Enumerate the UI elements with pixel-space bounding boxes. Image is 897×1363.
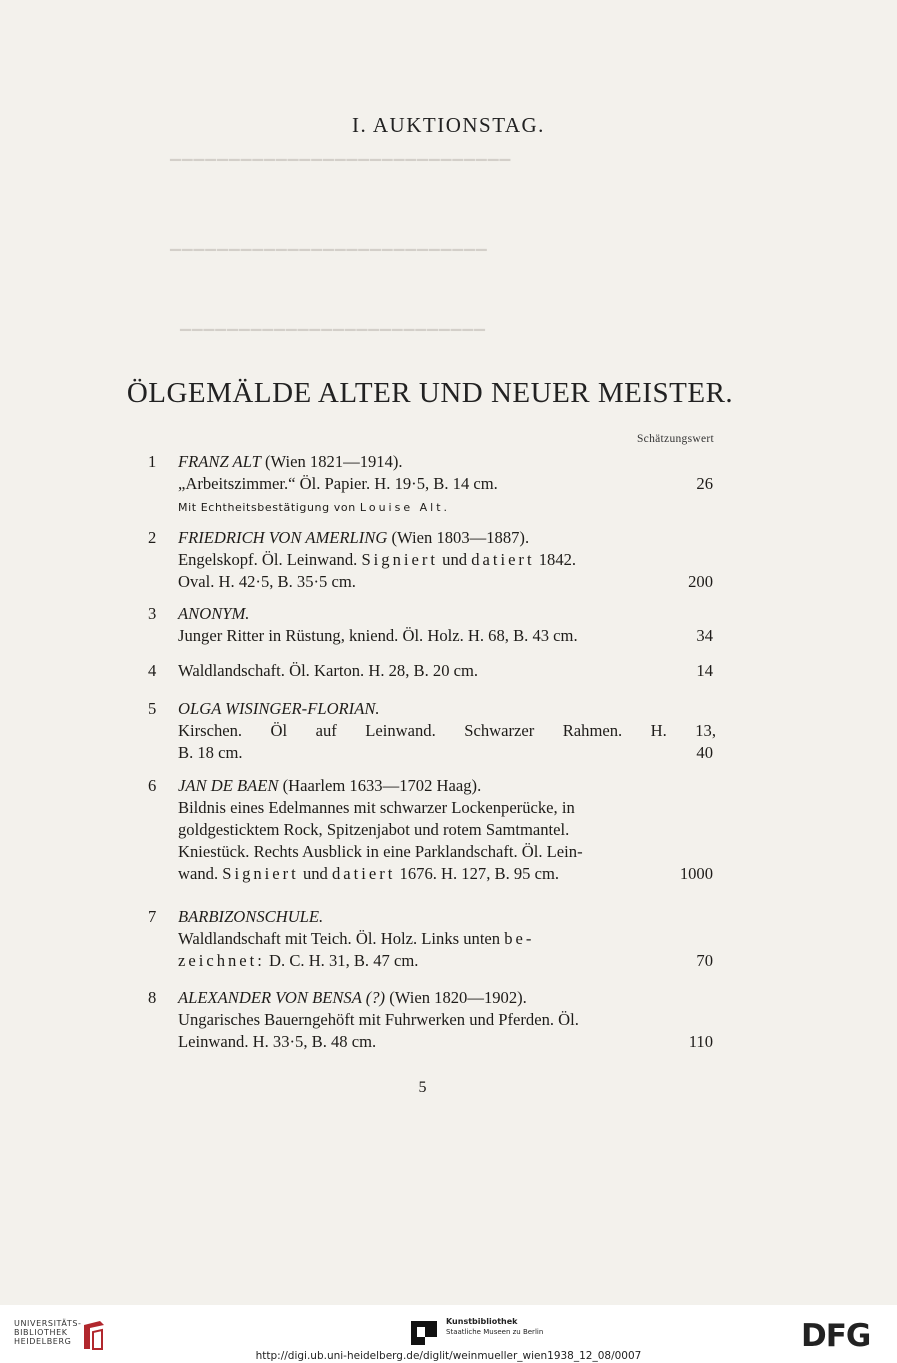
signed-word: Signiert bbox=[361, 550, 438, 569]
kunstbibliothek-logo-icon[interactable] bbox=[409, 1319, 439, 1347]
lot-1 bbox=[148, 451, 716, 519]
lot-number: 5 bbox=[148, 699, 157, 718]
estimate-value: 14 bbox=[696, 661, 713, 680]
signed-word: Signiert bbox=[222, 864, 299, 883]
logo-line: HEIDELBERG bbox=[14, 1337, 72, 1346]
lot-description: goldgesticktem Rock, Spitzenjabot und rotem Samtmantel. bbox=[178, 820, 570, 839]
lot-6 bbox=[148, 775, 716, 885]
lot-dimensions: B. 18 cm. bbox=[178, 743, 243, 762]
lot-number: 1 bbox=[148, 452, 157, 471]
artist-name: BARBIZONSCHULE. bbox=[178, 907, 324, 926]
lot-description: Waldlandschaft mit Teich. Öl. Holz. Links unten bbox=[178, 929, 501, 948]
lot-number: 8 bbox=[148, 988, 157, 1007]
lot-4 bbox=[148, 660, 716, 682]
university-library-logo[interactable] bbox=[14, 1319, 82, 1346]
kunstbibliothek-label bbox=[446, 1317, 543, 1337]
artist-name: JAN DE BAEN bbox=[178, 776, 279, 795]
artist-name: ALEXANDER VON BENSA (?) bbox=[178, 988, 386, 1007]
show-through-text: ▔▔▔▔▔▔▔▔▔▔▔▔▔▔▔▔▔▔▔▔▔▔▔▔▔▔▔▔▔ bbox=[170, 161, 512, 176]
lot-description: Kirschen. Öl auf Leinwand. Schwarzer Rahmen. H. 13, bbox=[178, 721, 716, 740]
artist-life: (Wien 1820—1902). bbox=[389, 988, 527, 1007]
lot-5 bbox=[148, 698, 716, 764]
kb-subtitle: Staatliche Museen zu Berlin bbox=[446, 1328, 544, 1336]
dated-word: datiert bbox=[332, 864, 396, 883]
artist-name: FRANZ ALT bbox=[178, 452, 261, 471]
artist-life: (Haarlem 1633—1702 Haag). bbox=[282, 776, 482, 795]
and-word: und bbox=[442, 550, 468, 569]
lot-3 bbox=[148, 603, 716, 647]
lot-number: 3 bbox=[148, 604, 157, 623]
lot-dimensions: Leinwand. H. 33·5, B. 48 cm. bbox=[178, 1032, 377, 1051]
auction-day-title: I. AUKTIONSTAG. bbox=[352, 113, 545, 137]
lot-description: Waldlandschaft. Öl. Karton. H. 28, B. 20 cm. bbox=[178, 661, 479, 680]
logo-line: UNIVERSITÄTS- bbox=[14, 1319, 82, 1328]
show-through-text: ▔▔▔▔▔▔▔▔▔▔▔▔▔▔▔▔▔▔▔▔▔▔▔▔▔▔▔ bbox=[170, 251, 488, 266]
lot-description: wand. bbox=[178, 864, 219, 883]
signed-word: be- bbox=[504, 929, 535, 948]
lot-8 bbox=[148, 987, 716, 1053]
artist-life: (Wien 1821—1914). bbox=[264, 452, 403, 471]
lot-date: 1842. bbox=[538, 550, 577, 569]
dated-word: datiert bbox=[471, 550, 535, 569]
lot-description: Engelskopf. Öl. Leinwand. bbox=[178, 550, 358, 569]
viewer-footer bbox=[0, 1305, 897, 1363]
lot-description: Junger Ritter in Rüstung, kniend. Öl. Holz. H. 68, B. 43 cm. bbox=[178, 626, 578, 645]
lot-number: 2 bbox=[148, 528, 157, 547]
estimate-value: 26 bbox=[696, 474, 713, 493]
lot-description: „Arbeitszimmer.“ Öl. Papier. H. 19·5, B. 14 cm. bbox=[178, 474, 498, 493]
artist-name: ANONYM. bbox=[178, 604, 250, 623]
logo-line: BIBLIOTHEK bbox=[14, 1328, 68, 1337]
lot-note: Mit Echtheitsbestätigung von bbox=[178, 501, 356, 514]
show-through-text: ▔▔▔▔▔▔▔▔▔▔▔▔▔▔▔▔▔▔▔▔▔▔▔▔▔▔ bbox=[180, 331, 486, 346]
estimate-value: 110 bbox=[688, 1032, 713, 1051]
estimate-value: 1000 bbox=[679, 864, 713, 883]
lot-description: Kniestück. Rechts Ausblick in eine Parklandschaft. Öl. Lein- bbox=[178, 842, 583, 861]
lot-dimensions: 1676. H. 127, B. 95 cm. bbox=[399, 864, 560, 883]
page-number: 5 bbox=[418, 1079, 427, 1096]
kb-title: Kunstbibliothek bbox=[446, 1317, 518, 1326]
artist-life: (Wien 1803—1887). bbox=[391, 528, 530, 547]
estimate-value: 200 bbox=[688, 572, 713, 591]
estimate-value: 70 bbox=[696, 951, 713, 970]
permalink-url[interactable]: http://digi.ub.uni-heidelberg.de/diglit/weinmueller_wien1938_12_08/0007 bbox=[255, 1350, 642, 1362]
estimate-value: 40 bbox=[696, 743, 713, 762]
lot-description: Ungarisches Bauerngehöft mit Fuhrwerken und Pferden. Öl. bbox=[178, 1010, 579, 1029]
lot-number: 6 bbox=[148, 776, 157, 795]
artist-name: FRIEDRICH VON AMERLING bbox=[178, 528, 388, 547]
lot-number: 7 bbox=[148, 907, 157, 926]
signed-word: zeichnet: bbox=[178, 951, 265, 970]
estimate-value: 34 bbox=[696, 626, 713, 645]
lot-7 bbox=[148, 906, 716, 972]
lot-number: 4 bbox=[148, 661, 157, 680]
dfg-logo[interactable]: DFG bbox=[801, 1318, 871, 1354]
lot-2 bbox=[148, 527, 716, 593]
and-word: und bbox=[302, 864, 328, 883]
lot-note-name: Louise Alt. bbox=[359, 501, 451, 514]
heidelberg-mark-icon bbox=[80, 1319, 108, 1353]
artist-name: OLGA WISINGER-FLORIAN. bbox=[178, 699, 380, 718]
lot-dimensions: Oval. H. 42·5, B. 35·5 cm. bbox=[178, 572, 356, 591]
lot-description: Bildnis eines Edelmannes mit schwarzer Lockenperücke, in bbox=[178, 798, 575, 817]
estimate-column-label: Schätzungswert bbox=[636, 433, 714, 445]
page-heading: ÖLGEMÄLDE ALTER UND NEUER MEISTER. bbox=[126, 377, 734, 409]
lot-dimensions: D. C. H. 31, B. 47 cm. bbox=[269, 951, 419, 970]
